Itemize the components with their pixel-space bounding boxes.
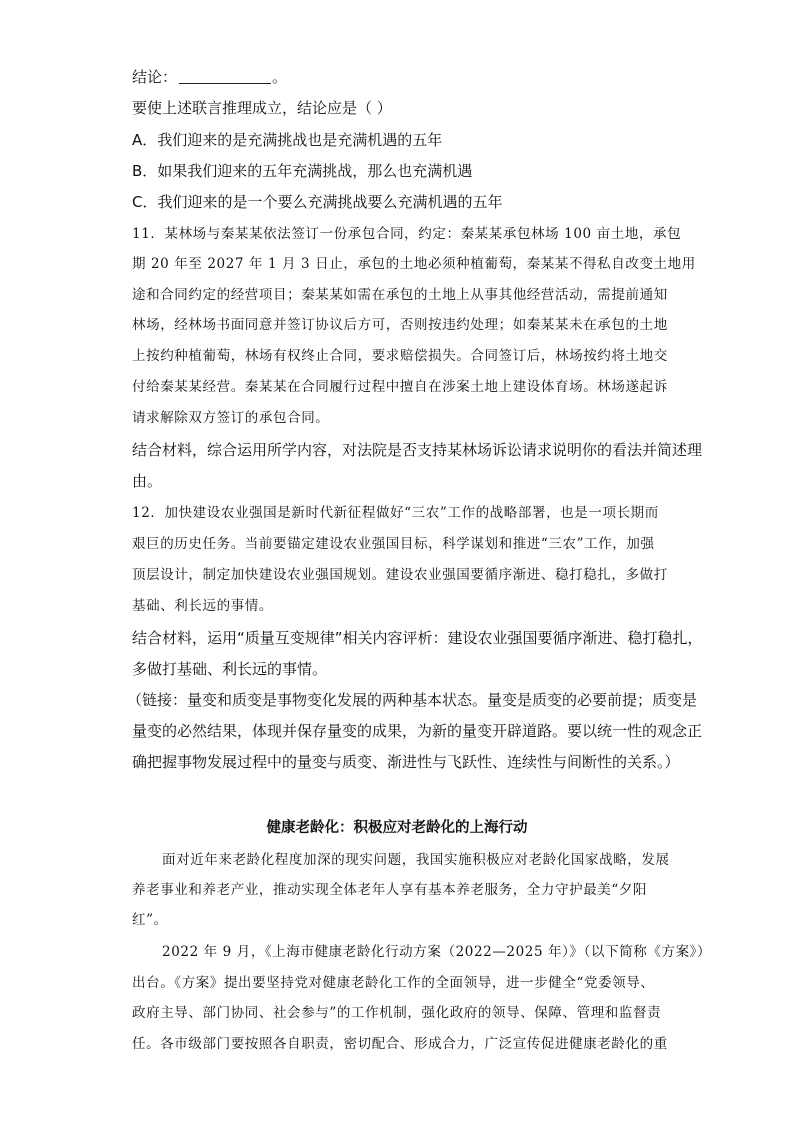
article-paragraph-line: 养老事业和养老产业，推动实现全体老年人享有基本养老服务，全力守护最美“夕阳 [132,882,648,898]
answer-blank[interactable] [179,69,271,84]
q10-option-c: C．我们迎来的是一个要么充满挑战要么充满机遇的五年 [132,193,503,211]
q12-material-line: 艰巨的历史任务。当前要锚定建设农业强国目标，科学谋划和推进“三农”工作，加强 [132,536,655,552]
q11-question-line: 结合材料，综合运用所学内容，对法院是否支持某林场诉讼请求说明你的看法并简述理 [132,441,703,459]
conclusion-label: 结论： [132,68,178,86]
q12-link-line: 确把握事物发展过程中的量变与质变、渐进性与飞跃性、连续性与间断性的关系。） [132,753,680,771]
q11-material-line: 途和合同约定的经营项目；秦某某如需在承包的土地上从事其他经营活动，需提前通知 [132,287,668,303]
q11-material-line: 上按约种植葡萄，林场有权终止合同，要求赔偿损失。合同签订后，林场按约将土地交 [132,348,668,364]
article-title: 健康老龄化：积极应对老龄化的上海行动 [266,820,528,836]
article-paragraph-line: 面对近年来老龄化程度加深的现实问题，我国实施积极应对老龄化国家战略，发展 [162,852,670,868]
article-paragraph-line: 政府主导、部门协同、社会参与”的工作机制，强化政府的领导、保障、管理和监督责 [132,1005,662,1021]
q12-link-line: 量变的必然结果，体现并保存量变的成果，为新的量变开辟道路。要以统一性的观念正 [132,722,703,740]
article-paragraph-line: 任。各市级部门要按照各自职责，密切配合、形成合力，广泛宣传促进健康老龄化的重 [132,1036,668,1052]
q11-material-line: 林场，经林场书面同意并签订协议后方可，否则按违约处理；如秦某某未在承包的土地 [132,317,668,333]
q11-question-line: 由。 [132,472,163,490]
q10-option-a: A．我们迎来的是充满挑战也是充满机遇的五年 [132,131,443,149]
q12-question-line: 多做打基础、利长远的事情。 [132,660,328,678]
q10-option-b: B．如果我们迎来的五年充满挑战，那么也充满机遇 [132,162,473,180]
conclusion-end: 。 [272,68,288,86]
q12-material-line: 基础、利长远的事情。 [132,598,273,614]
q12-material-line: 顶层设计，制定加快建设农业强国规划。建设农业强国要循序渐进、稳打稳扎，多做打 [132,567,668,583]
conclusion-line [132,67,287,87]
q11-material-line: 期 20 年至 2027 年 1 月 3 日止，承包的土地必须种植葡萄，秦某某不得私自改变土地用 [132,256,696,272]
q12-material-line: 12．加快建设农业强国是新时代新征程做好“三农”工作的战略部署，也是一项长期而 [132,505,659,521]
q12-question-line: 结合材料，运用“质量互变规律”相关内容评析：建设农业强国要循序渐进、稳打稳扎， [132,629,703,647]
article-paragraph-line: 2022 年 9 月，《上海市健康老龄化行动方案（2022—2025 年）》（以下简称《方案》） [162,944,712,960]
q11-material-line: 11．某林场与秦某某依法签订一份承包合同，约定：秦某某承包林场 100 亩土地，承包 [132,226,682,242]
q11-material-line: 付给秦某某经营。秦某某在合同履行过程中擅自在涉案土地上建设体育场。林场遂起诉 [132,379,668,395]
q11-material-line: 请求解除双方签订的承包合同。 [132,410,330,426]
q10-question: 要使上述联言推理成立，结论应是（ ） [132,99,392,117]
q12-link-line: （链接：量变和质变是事物变化发展的两种基本状态。量变是质变的必要前提；质变是 [127,691,698,709]
article-paragraph-line: 出台。《方案》提出要坚持党对健康老龄化工作的全面领导，进一步健全“党委领导、 [132,975,655,991]
article-paragraph-line: 红”。 [132,912,168,928]
